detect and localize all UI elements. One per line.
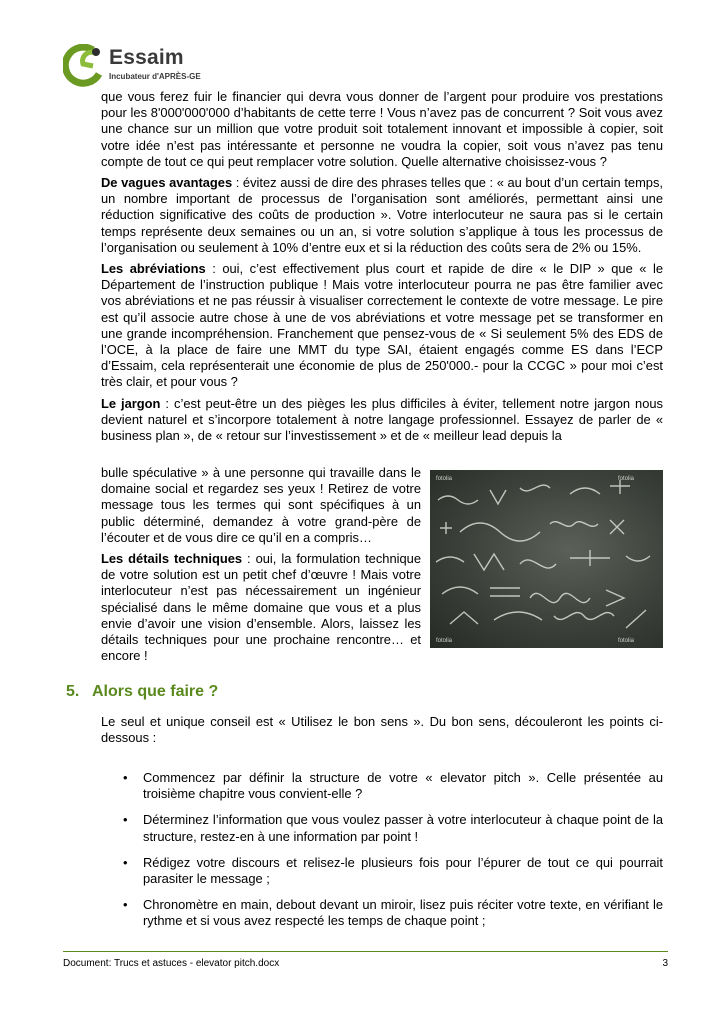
bullet-icon: • <box>123 854 128 870</box>
paragraph-jargon-wide <box>101 396 663 445</box>
advice-list <box>101 770 663 940</box>
bullet-icon: • <box>123 812 128 828</box>
paragraph-vague-advantages <box>101 175 663 256</box>
paragraph-continuation: que vous ferez fuir le financier qui devra vous donner de l’argent pour produire vos prestations pour les 8'000'000'000 d’habitants de cette terre ! Vous n’avez pas de concurrent ? Soit vous avez une chance sur un million que votre produit soit totalement innovant et impossible à copier, soit votre idée n’est pas intéressante et personne ne voudra la copier, soit vous n’avez pas tenu compte de tout ce qui peut remplacer votre solution. Quelle alternative choisissez-vous ? <box>101 89 663 169</box>
watermark-top-right: fotolia <box>618 476 635 482</box>
technical-details-heading: Les détails techniques <box>101 551 243 567</box>
watermark-bottom-left: fotolia <box>436 638 453 644</box>
list-item <box>101 855 663 887</box>
paragraph-abbreviations <box>101 261 663 391</box>
chalkboard-formula-image <box>430 470 663 648</box>
jargon-heading: Le jargon <box>101 395 161 411</box>
section-title: Alors que faire ? <box>92 683 219 700</box>
list-item <box>101 897 663 929</box>
logo-subtitle: Incubateur d'APRÈS-GE <box>109 72 201 81</box>
logo-name: Essaim <box>109 46 184 69</box>
list-item <box>101 770 663 802</box>
paragraph-technical-details <box>101 551 421 664</box>
jargon-text-narrow: bulle spéculative » à une personne qui travaille dans le domaine social et regardez ses yeux ! Retirez de votre message tous les termes qui sont spécifiques à un public déterminé, demandez à votre grand-père de l’écouter et de vous dire ce qu’il en a compris… <box>101 465 421 545</box>
list-item-text: Chronomètre en main, debout devant un miroir, lisez puis réciter votre texte, en vérifiant le rythme et si vous avez respecté les temps de chaque point ; <box>143 897 663 929</box>
chalkboard-formula-photo <box>430 470 663 648</box>
footer-page-number: 3 <box>662 958 668 969</box>
list-item-text: Commencez par définir la structure de votre « elevator pitch ». Celle présentée au troisième chapitre vous convient-elle ? <box>143 770 663 802</box>
section-heading <box>66 683 218 701</box>
section-intro-text: Le seul et unique conseil est « Utilisez le bon sens ». Du bon sens, découleront les points ci-dessous : <box>101 714 663 746</box>
footer-divider <box>63 951 668 952</box>
footer-document-name: Document: Trucs et astuces - elevator pitch.docx <box>63 958 280 969</box>
watermark-top-left: fotolia <box>436 476 453 482</box>
list-item-text: Déterminez l’information que vous voulez passer à votre interlocuteur à chaque point de la structure, restez-en à une information par point ! <box>143 812 663 844</box>
section-intro <box>101 714 663 751</box>
bullet-icon: • <box>123 770 128 785</box>
abbreviations-text: : oui, c’est effectivement plus court et rapide de dire « le DIP » que « le Département de l’instruction publique ! Mais votre interlocuteur pourra ne pas être familier avec vos abréviations et ne pas réussir à visualiser correctement le contexte de votre message. Le pire est qu’il associe autre chose à une de vos abréviations et votre message pet se transformer en une grande incompréhension. Franchement que pensez-vous de « Si seulement 5% des EDS de l’OCE, à la place de faire une MMT du type SAI, étaient engagés comme ES dans l’ECP d’Essaim, cela représenterait une économie de plus de 250'000.- pour la CCGC » pour moi c’est très clair, et pour vous ? <box>101 261 664 390</box>
bullet-icon: • <box>123 897 128 913</box>
essaim-logo <box>63 44 253 88</box>
body-text-top <box>101 89 663 444</box>
body-text-narrow <box>101 465 421 669</box>
technical-details-text: : oui, la formulation technique de votre solution est un petit chef d’œuvre ! Mais votre interlocuteur n’est pas nécessairement un ingénieur spécialisé dans le même domaine que vous et a plus envie d’avoir une vision d’ensemble. Alors, laissez les détails techniques pour une prochaine rencontre… et encore ! <box>101 551 421 664</box>
list-item <box>101 812 663 844</box>
watermark-bottom-right: fotolia <box>618 638 635 644</box>
jargon-text-wide: : c’est peut-être un des pièges les plus difficiles à éviter, tellement notre jargon nous devient naturel et s’incorpore totalement à notre langage professionnel. Essayez de parler de « business plan », de « retour sur l’investissement » et de « meilleur lead depuis la <box>101 395 663 444</box>
section-number: 5. <box>66 683 80 700</box>
vague-advantages-text: : évitez aussi de dire des phrases telles que : « au bout d’un certain temps, un nombre important de processus de l’organisation sont améliorés, permettant ainsi une réduction significative des coûts de production ». Votre interlocuteur ne saura pas si le certain temps représente deux semaines ou un an, si votre solution s’applique à tous les processus de l’organisation ou seulement à 10% d’entre eux et si la réduction des coûts sera de 2% ou 15%. <box>101 175 664 255</box>
essaim-logo-icon <box>63 44 107 88</box>
vague-advantages-heading: De vagues avantages <box>101 175 233 191</box>
abbreviations-heading: Les abréviations <box>101 261 206 277</box>
list-item-text: Rédigez votre discours et relisez-le plusieurs fois pour l’épurer de tout ce qui pourrait parasiter le message ; <box>143 854 663 887</box>
